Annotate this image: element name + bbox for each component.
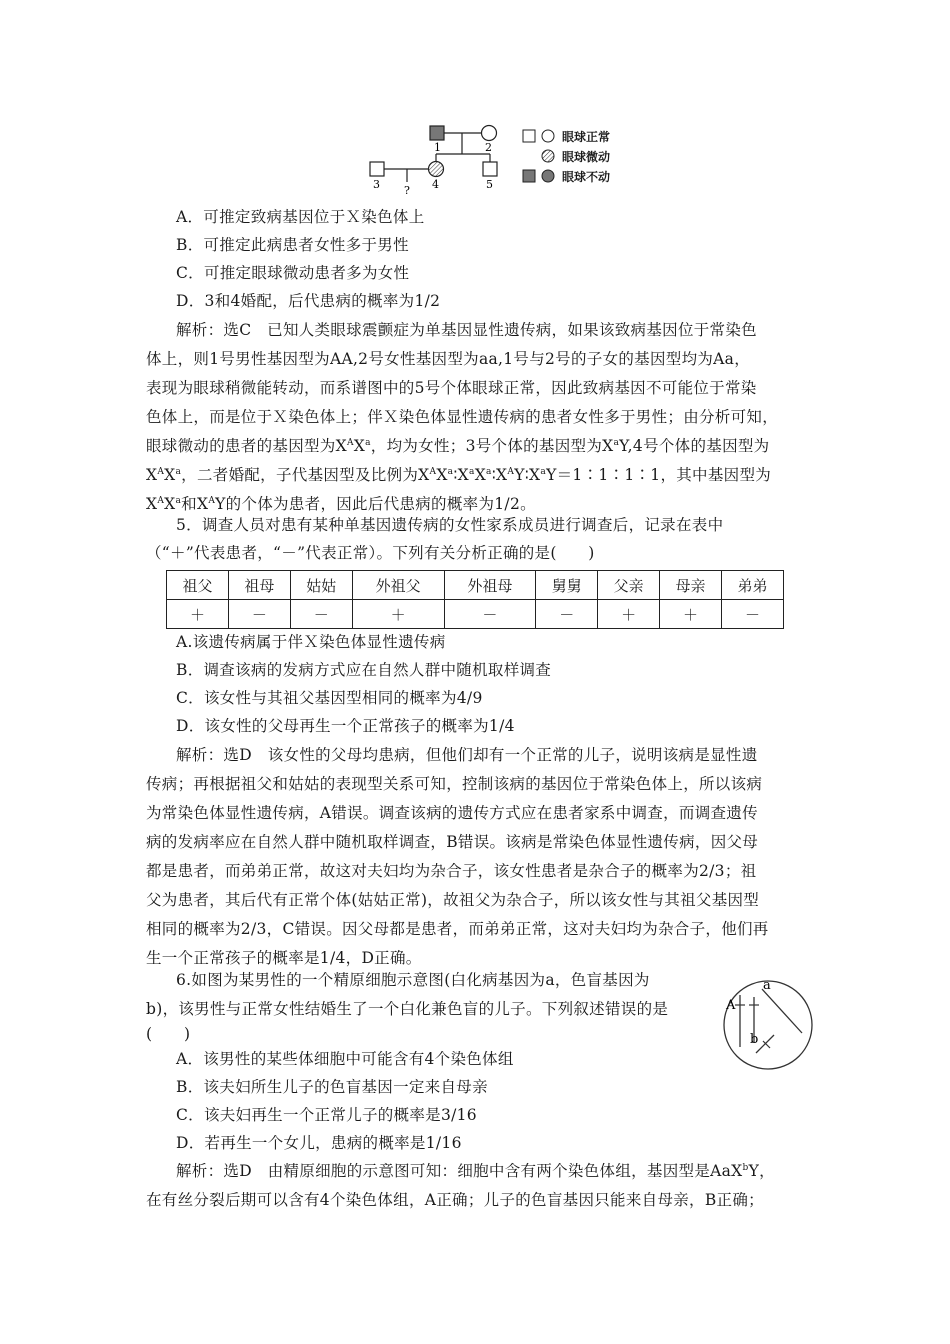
- table-header-cell: 弟弟: [722, 571, 784, 600]
- table-header-cell: 姑姑: [290, 571, 352, 600]
- q6-option-b: B．该夫妇所生儿子的色盲基因一定来自母亲: [176, 1078, 488, 1096]
- q5-option-d: D．该女性的父母再生一个正常孩子的概率为1/4: [176, 717, 515, 735]
- table-cell: －: [290, 600, 352, 629]
- q6-stem-line: 6.如图为某男性的一个精原细胞示意图(白化病基因为a，色盲基因为: [176, 971, 650, 989]
- individual-2-normal-female: [482, 126, 497, 141]
- q5-analysis-line: 病的发病率应在自然人群中随机取样调查，B错误。该病是常染色体显性遗传病，因父母: [146, 833, 759, 851]
- q6-option-a: A．该男性的某些体细胞中可能含有4个染色体组: [176, 1050, 514, 1068]
- q4-analysis-line: $X^AX^a$和$X^AY$的个体为患者，因此后代患病的概率为1/2。: [146, 495, 536, 513]
- individual-4-slight-female: [429, 162, 444, 177]
- q4-analysis-line: 解析：选C 已知人类眼球震颤症为单基因显性遗传病，如果该致病基因位于常染色: [176, 321, 757, 339]
- table-header-cell: 祖父: [167, 571, 229, 600]
- q6-analysis-line: 在有丝分裂后期可以含有4个染色体组，A正确；儿子的色盲基因只能来自母亲，B正确；: [146, 1191, 764, 1209]
- label-2: 2: [485, 141, 492, 154]
- table-cell: －: [444, 600, 536, 629]
- table-header-cell: 舅舅: [536, 571, 598, 600]
- table-header-cell: 外祖母: [444, 571, 536, 600]
- filled-symbols-icon: [522, 169, 558, 183]
- q5-analysis-line: 相同的概率为2/3，C错误。因父母都是患者，而弟弟正常，这对夫妇均为杂合子，他们再: [146, 920, 769, 938]
- hatched-circle-icon: [522, 149, 558, 163]
- q5-analysis-line: 传病；再根据祖父和姑姑的表现型关系可知，控制该病的基因位于常染色体上，所以该病: [146, 775, 763, 793]
- survey-table: [166, 570, 784, 629]
- table-header-cell: 父亲: [598, 571, 660, 600]
- q6-stem-line: ( ): [146, 1025, 191, 1043]
- sperm-cell-diagram: [718, 975, 818, 1075]
- q5-analysis-line: 为常染色体显性遗传病，A错误。调查该病的遗传方式应在患者家系中调查，而调查遗传: [146, 804, 758, 822]
- q5-option-a: A.该遗传病属于伴Ｘ染色体显性遗传病: [176, 633, 446, 651]
- table-cell: ＋: [598, 600, 660, 629]
- q5-stem-line: 5．调查人员对患有某种单基因遗传病的女性家系成员进行调查后，记录在表中: [176, 516, 724, 534]
- legend-immobile: 眼球不动: [522, 166, 610, 186]
- q4-option-d: D．3和4婚配，后代患病的概率为1/2: [176, 292, 441, 310]
- label-5: 5: [486, 178, 493, 191]
- label-unknown: ?: [404, 184, 410, 197]
- table-header-cell: 外祖父: [352, 571, 444, 600]
- label-4: 4: [432, 178, 439, 191]
- individual-5-normal-male: [483, 162, 497, 176]
- table-header-cell: 祖母: [228, 571, 290, 600]
- label-3: 3: [373, 178, 380, 191]
- q5-analysis-line: 生一个正常孩子的概率是1/4，D正确。: [146, 949, 422, 967]
- q6-option-d: D．若再生一个女儿，患病的概率是1/16: [176, 1134, 462, 1152]
- gene-label-a: a: [763, 978, 771, 993]
- table-cell: ＋: [660, 600, 722, 629]
- table-cell: ＋: [352, 600, 444, 629]
- q6-stem-line: b)，该男性与正常女性结婚生了一个白化兼色盲的儿子。下列叙述错误的是: [146, 1000, 669, 1018]
- q4-option-b: B．可推定此病患者女性多于男性: [176, 236, 409, 254]
- gene-label-b: b: [750, 1032, 759, 1047]
- label-1: 1: [434, 141, 441, 154]
- table-row: [167, 600, 784, 629]
- individual-3-normal-male: [370, 162, 384, 176]
- individual-1-affected-male: [430, 126, 444, 140]
- table-cell: ＋: [167, 600, 229, 629]
- legend-slight: 眼球微动: [522, 146, 610, 166]
- table-cell: －: [536, 600, 598, 629]
- table-header-cell: 母亲: [660, 571, 722, 600]
- q5-option-c: C．该女性与其祖父基因型相同的概率为4/9: [176, 689, 483, 707]
- q4-analysis-line: $X^AX^a$，二者婚配，子代基因型及比例为$X^AX^a∶X^aX^a∶X^AY∶X^aY=1∶1∶1∶1$，其中基因型为: [146, 466, 772, 484]
- q5-analysis-line: 父为患者，其后代有正常个体(姑姑正常)，故祖父为杂合子，所以该女性与其祖父基因型: [146, 891, 760, 909]
- q6-option-c: C．该夫妇再生一个正常儿子的概率是3/16: [176, 1106, 477, 1124]
- q5-stem-line: （“＋”代表患者，“－”代表正常）。下列有关分析正确的是( ): [146, 544, 595, 562]
- normal-symbols-icon: [522, 129, 558, 143]
- q4-option-c: C．可推定眼球微动患者多为女性: [176, 264, 410, 282]
- q6-analysis-line: 解析：选D 由精原细胞的示意图可知：细胞中含有两个染色体组，基因型是AaX$^b$Y，: [176, 1162, 775, 1180]
- table-cell: －: [722, 600, 784, 629]
- table-cell: －: [228, 600, 290, 629]
- pedigree-legend: [522, 126, 610, 186]
- q5-analysis-line: 解析：选D 该女性的父母均患病，但他们却有一个正常的儿子，说明该病是显性遗: [176, 746, 758, 764]
- q5-analysis-line: 都是患者，而弟弟正常，故这对夫妇均为杂合子，该女性患者是杂合子的概率为2/3；祖: [146, 862, 757, 880]
- q4-analysis-line: 眼球微动的患者的基因型为$X^AX^a$，均为女性；3号个体的基因型为$X^aY,4$号个体的基因型为: [146, 437, 770, 455]
- q5-option-b: B．调查该病的发病方式应在自然人群中随机取样调查: [176, 661, 552, 679]
- q4-option-a: A．可推定致病基因位于Ｘ染色体上: [176, 208, 425, 226]
- pedigree-chart: [360, 120, 520, 200]
- table-header-row: [167, 571, 784, 600]
- q4-analysis-line: 表现为眼球稍微能转动，而系谱图中的5号个体眼球正常，因此致病基因不可能位于常染: [146, 379, 757, 397]
- q4-analysis-line: 体上，则1号男性基因型为AA,2号女性基因型为aa,1号与2号的子女的基因型均为Aa，: [146, 350, 751, 368]
- legend-normal: 眼球正常: [522, 126, 610, 146]
- gene-label-A: A: [726, 998, 736, 1013]
- q4-analysis-line: 色体上，而是位于Ｘ染色体上；伴Ｘ染色体显性遗传病的患者女性多于男性；由分析可知，: [146, 408, 779, 426]
